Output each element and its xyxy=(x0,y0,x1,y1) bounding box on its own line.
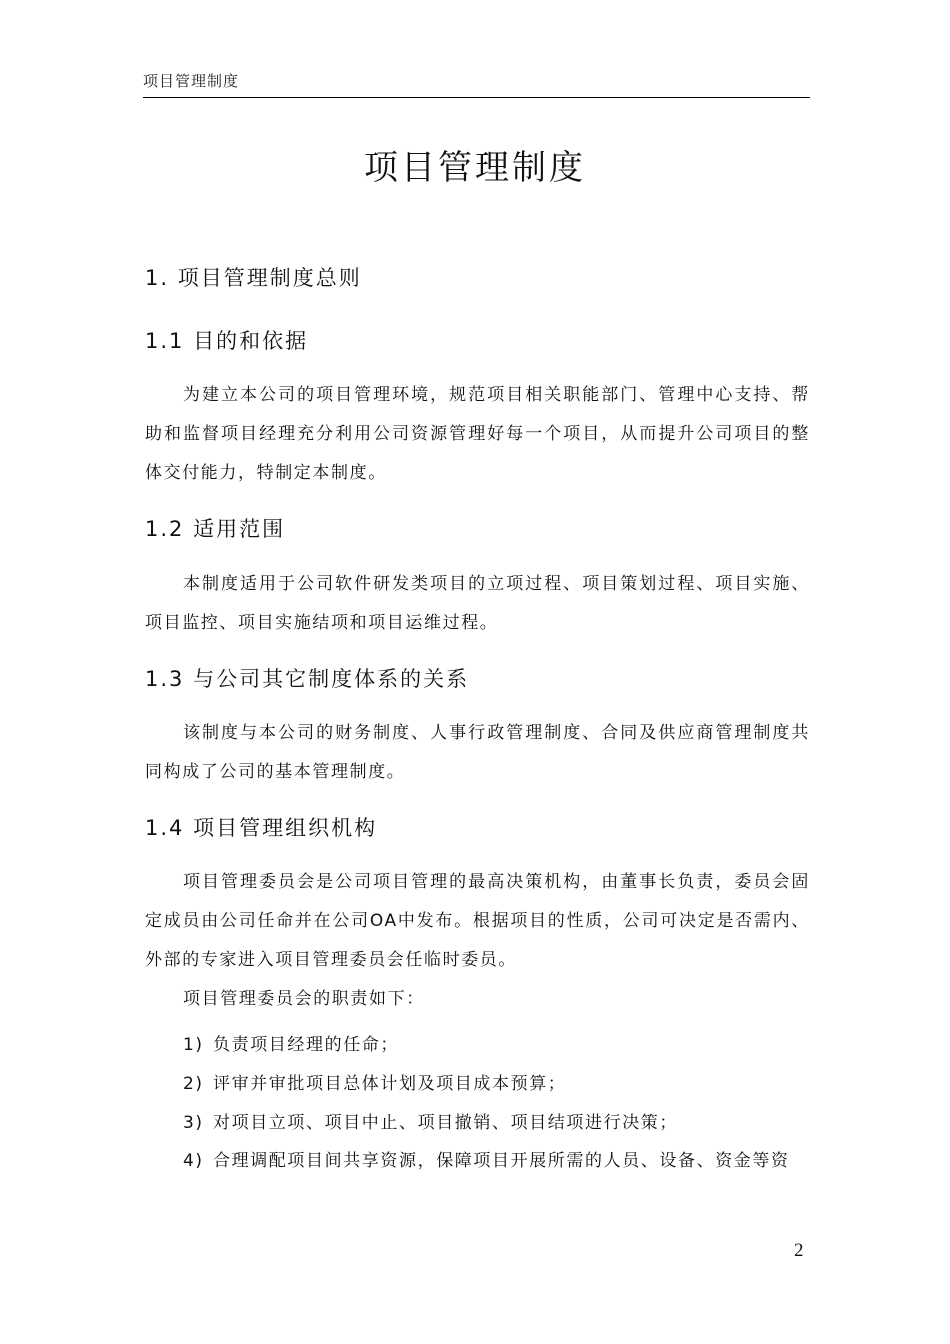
list-item-text: 负责项目经理的任命； xyxy=(213,1035,399,1055)
page-number: 2 xyxy=(794,1240,804,1261)
list-item-number: 2) xyxy=(183,1074,204,1094)
paragraph-1-1: 为建立本公司的项目管理环境，规范项目相关职能部门、管理中心支持、帮助和监督项目经理充分利用公司资源管理好每一个项目，从而提升公司项目的整体交付能力，特制定本制度。 xyxy=(145,385,810,483)
paragraph-1-4: 项目管理委员会是公司项目管理的最高决策机构，由董事长负责，委员会固定成员由公司任命并在公司OA中发布。根据项目的性质，公司可决定是否需内、外部的专家进入项目管理委员会任临时委员。 xyxy=(145,872,810,970)
list-item-text: 对项目立项、项目中止、项目撤销、项目结项进行决策； xyxy=(213,1113,678,1133)
list-item-text: 合理调配项目间共享资源，保障项目开展所需的人员、设备、资金等资 xyxy=(213,1151,790,1171)
document-title: 项目管理制度 xyxy=(364,148,586,188)
section-heading-1: 1. 项目管理制度总则 xyxy=(145,266,362,290)
section-heading-1-1: 1.1 目的和依据 xyxy=(145,329,309,353)
running-header-text: 项目管理制度 xyxy=(143,72,240,90)
paragraph-1-2: 本制度适用于公司软件研发类项目的立项过程、项目策划过程、项目实施、项目监控、项目实施结项和项目运维过程。 xyxy=(145,574,810,633)
section-heading-1-2: 1.2 适用范围 xyxy=(145,517,286,541)
paragraph-1-3: 该制度与本公司的财务制度、人事行政管理制度、合同及供应商管理制度共同构成了公司的基本管理制度。 xyxy=(145,723,810,782)
section-heading-1-3: 1.3 与公司其它制度体系的关系 xyxy=(145,667,470,691)
list-item xyxy=(183,1030,813,1055)
section-heading-1-4: 1.4 项目管理组织机构 xyxy=(145,816,378,840)
running-header xyxy=(143,70,810,98)
list-item xyxy=(183,1108,813,1133)
list-item xyxy=(183,1069,813,1094)
list-item-number: 1) xyxy=(183,1035,204,1055)
list-item-text: 评审并审批项目总体计划及项目成本预算； xyxy=(213,1074,567,1094)
list-item xyxy=(183,1146,813,1171)
list-item-number: 3) xyxy=(183,1113,204,1133)
duties-intro: 项目管理委员会的职责如下： xyxy=(183,989,425,1009)
list-item-number: 4) xyxy=(183,1151,204,1171)
